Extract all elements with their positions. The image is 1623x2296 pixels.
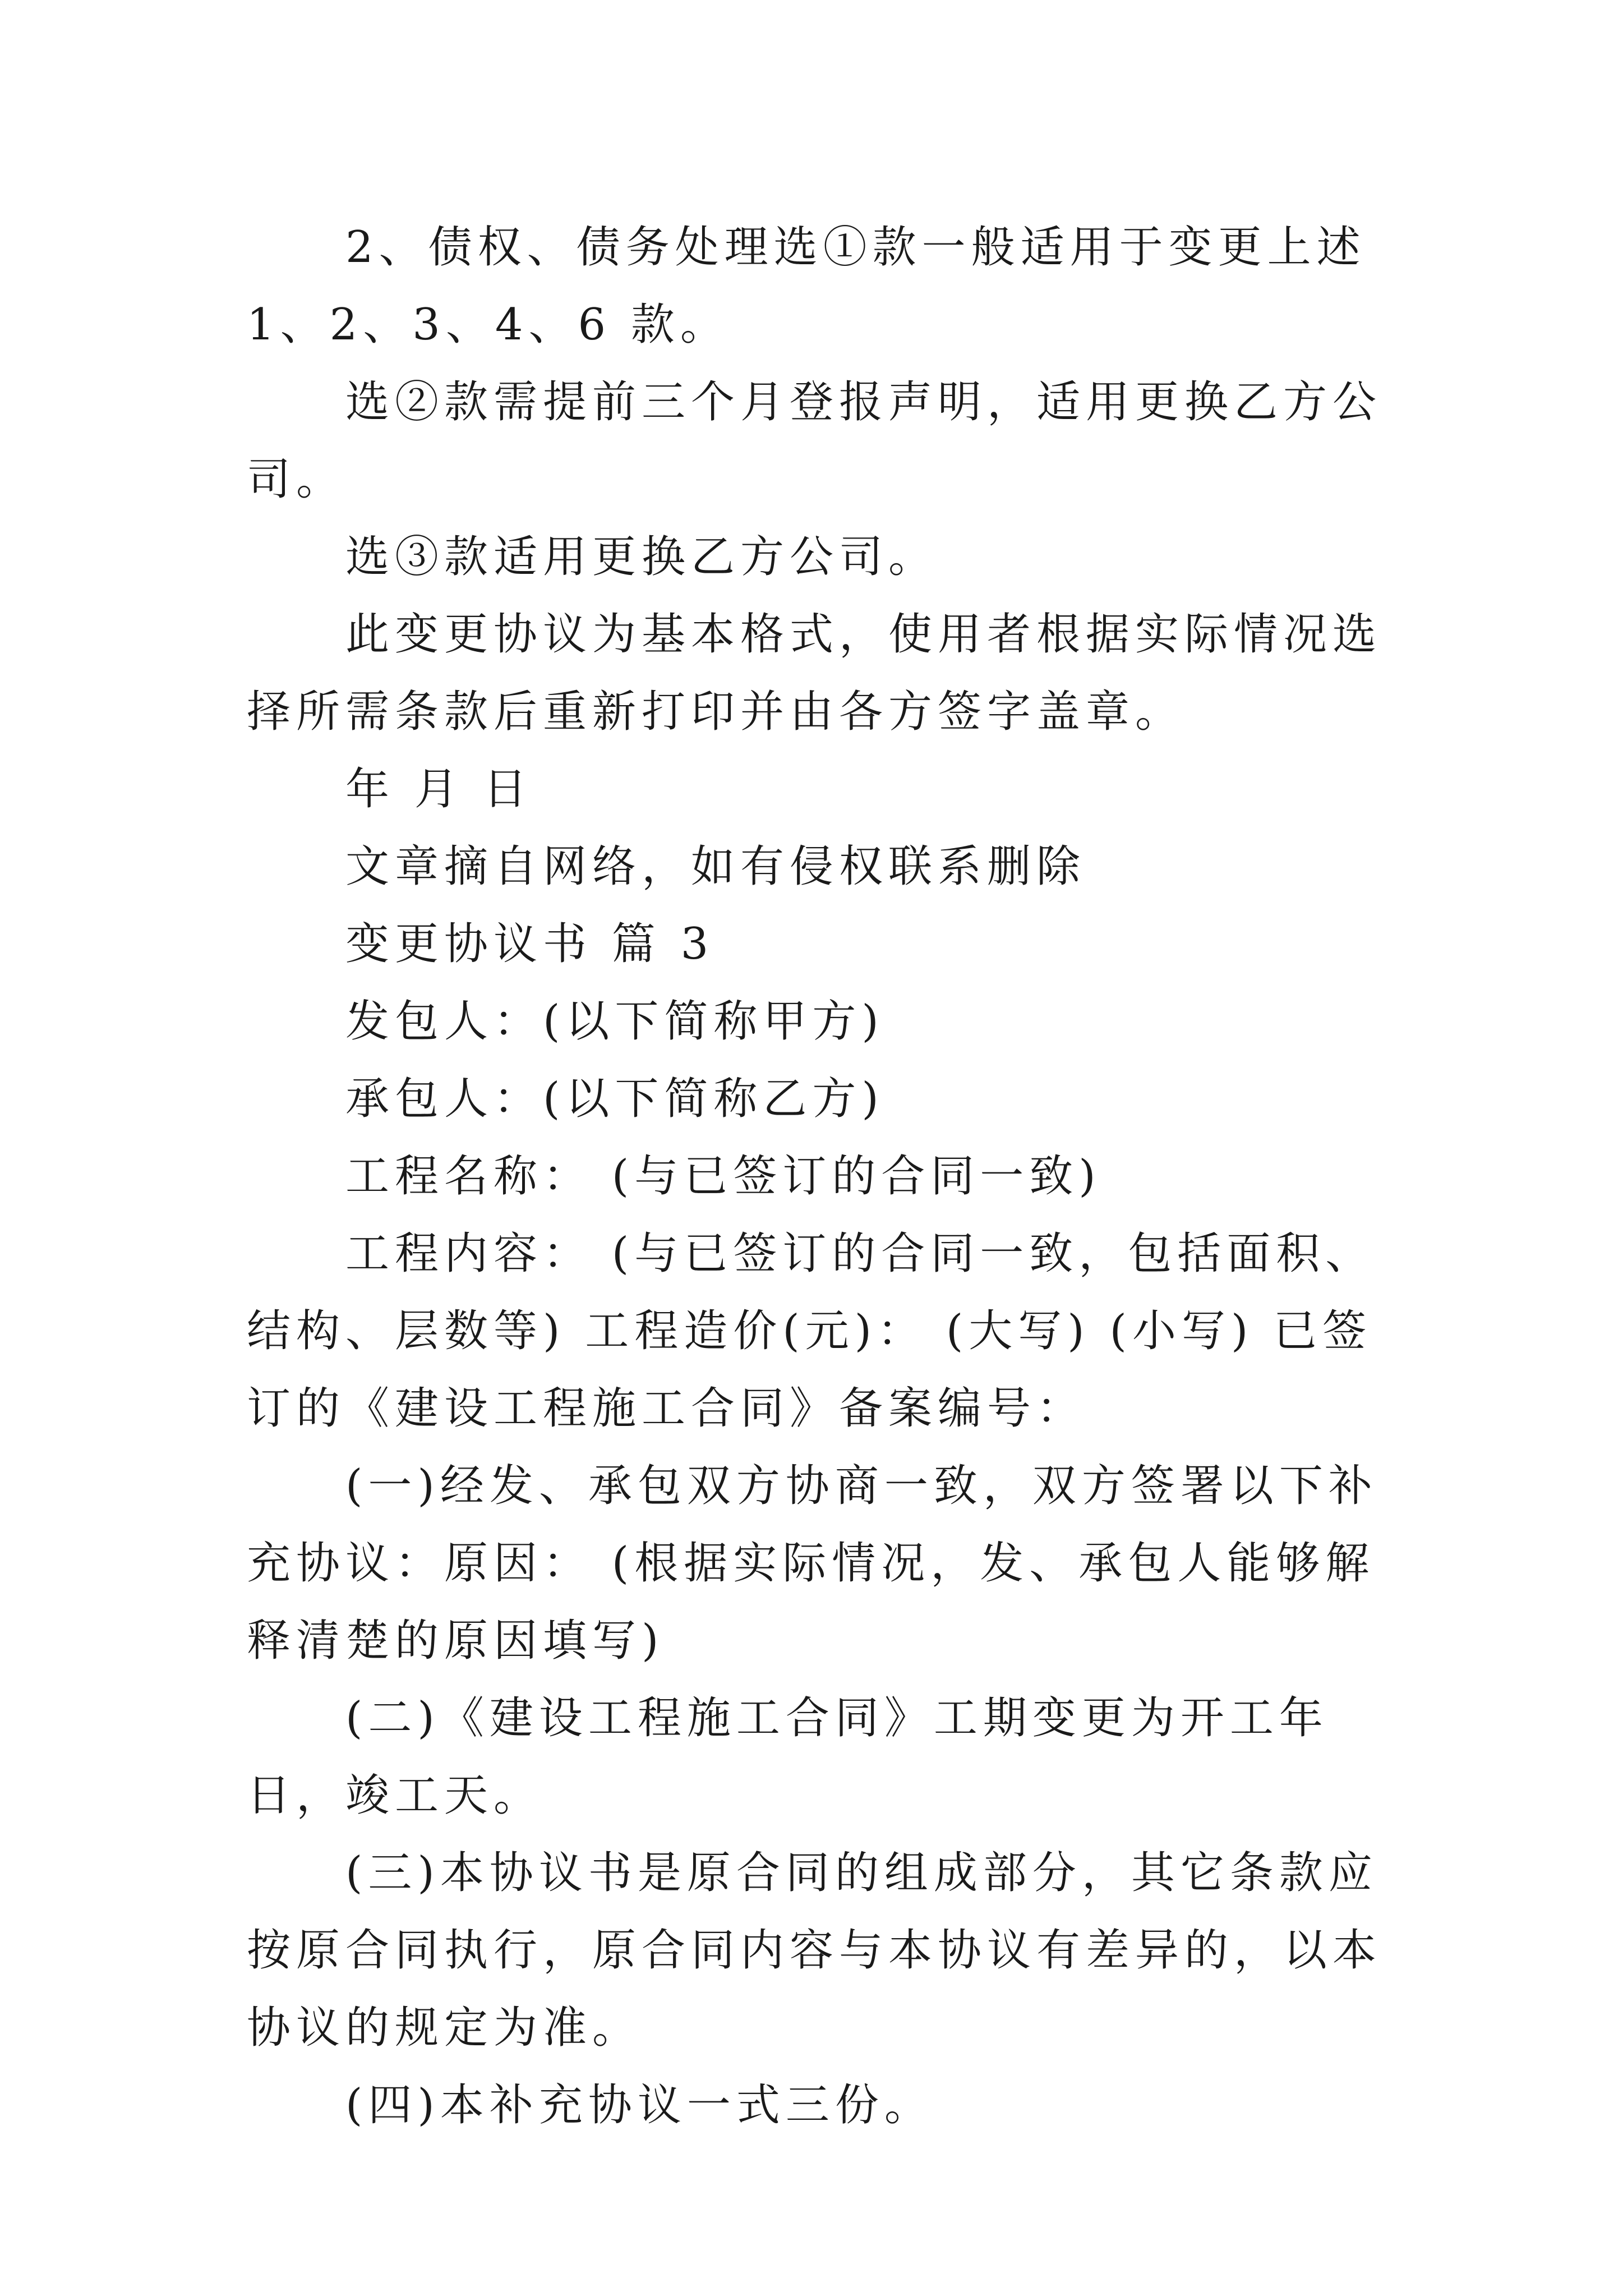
paragraph-option-2: 选②款需提前三个月登报声明，适用更换乙方公司。 [247,377,1382,505]
paragraph-employer: 发包人：(以下简称甲方) [345,996,884,1047]
paragraph-debt-handling: 2、债权、债务处理选①款一般适用于变更上述 1、2、3、4、6 款。 [247,222,1366,350]
document-body [247,209,1389,2144]
paragraph-source-note: 文章摘自网络，如有侵权联系删除 [345,841,1086,892]
paragraph-format-note: 此变更协议为基本格式，使用者根据实际情况选择所需条款后重新打印并由各方签字盖章。 [247,609,1382,737]
clause-2: (二)《建设工程施工合同》工期变更为开工年日，竣工天。 [247,1693,1329,1821]
clause-4: (四)本补充协议一式三份。 [345,2080,934,2131]
paragraph-project-name: 工程名称： (与已签订的合同一致) [345,1151,1101,1202]
clause-3: (三)本协议书是原合同的组成部分，其它条款应按原合同执行，原合同内容与本协议有差异的，以本协议的规定为准。 [247,1848,1382,2053]
paragraph-date: 年 月 日 [345,764,533,815]
paragraph-contractor: 承包人：(以下简称乙方) [345,1074,884,1124]
paragraph-option-3: 选③款适用更换乙方公司。 [345,532,938,582]
paragraph-project-content: 工程内容： (与已签订的合同一致，包括面积、结构、层数等) 工程造价(元)： (大写) (小写) 已签订的《建设工程施工合同》备案编号： [247,1228,1375,1434]
clause-1: (一)经发、承包双方协商一致，双方签署以下补充协议：原因： (根据实际情况，发、承包人能够解释清楚的原因填写) [247,1461,1378,1666]
section-heading: 变更协议书 篇 3 [345,919,714,969]
